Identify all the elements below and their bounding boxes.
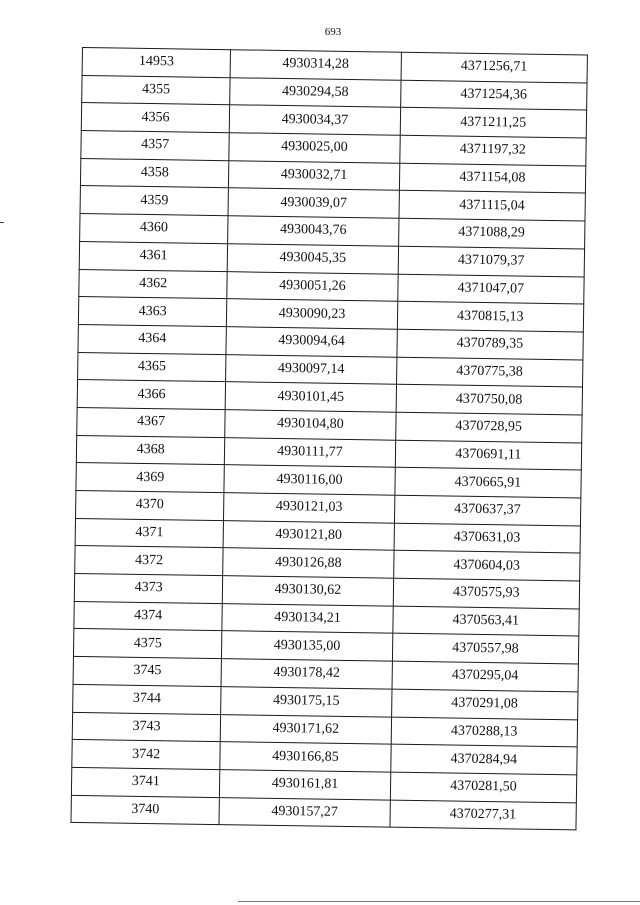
point-number-cell: 4369 xyxy=(76,463,225,493)
point-number-cell: 4361 xyxy=(79,241,228,271)
point-number-cell: 4367 xyxy=(77,407,226,437)
x-coordinate-cell: 4930166,85 xyxy=(220,742,391,772)
x-coordinate-cell: 4930032,71 xyxy=(229,160,400,190)
x-coordinate-cell: 4930043,76 xyxy=(228,216,399,246)
y-coordinate-cell: 4370665,91 xyxy=(394,468,581,498)
y-coordinate-cell: 4371088,29 xyxy=(398,218,585,248)
x-coordinate-cell: 4930135,00 xyxy=(222,631,393,661)
x-coordinate-cell: 4930045,35 xyxy=(227,243,398,273)
x-coordinate-cell: 4930051,26 xyxy=(227,271,398,301)
coordinates-table-body xyxy=(71,48,587,831)
point-number-cell: 4355 xyxy=(82,75,231,105)
y-coordinate-cell: 4371115,04 xyxy=(399,191,586,221)
y-coordinate-cell: 4370604,03 xyxy=(393,551,580,581)
point-number-cell: 4365 xyxy=(78,352,227,382)
y-coordinate-cell: 4371047,07 xyxy=(397,274,584,304)
y-coordinate-cell: 4371254,36 xyxy=(400,80,587,110)
x-coordinate-cell: 4930130,62 xyxy=(223,576,394,606)
x-coordinate-cell: 4930116,00 xyxy=(224,465,395,495)
y-coordinate-cell: 4370789,35 xyxy=(397,329,584,359)
y-coordinate-cell: 4370775,38 xyxy=(396,357,583,387)
point-number-cell: 3743 xyxy=(72,712,221,742)
x-coordinate-cell: 4930090,23 xyxy=(227,299,398,329)
point-number-cell: 4364 xyxy=(78,324,227,354)
point-number-cell: 3742 xyxy=(72,740,221,770)
y-coordinate-cell: 4370728,95 xyxy=(395,412,582,442)
point-number-cell: 4368 xyxy=(76,435,225,465)
point-number-cell: 4370 xyxy=(76,490,225,520)
x-coordinate-cell: 4930134,21 xyxy=(222,603,393,633)
y-coordinate-cell: 4370637,37 xyxy=(394,495,581,525)
point-number-cell: 4363 xyxy=(78,297,227,327)
point-number-cell: 3741 xyxy=(71,767,220,797)
point-number-cell: 4372 xyxy=(75,546,224,576)
y-coordinate-cell: 4370815,13 xyxy=(397,301,584,331)
point-number-cell: 4373 xyxy=(74,574,223,604)
point-number-cell: 4371 xyxy=(75,518,224,548)
x-coordinate-cell: 4930094,64 xyxy=(226,327,397,357)
y-coordinate-cell: 4370288,13 xyxy=(391,717,578,747)
point-number-cell: 4358 xyxy=(80,158,229,188)
point-number-cell: 4359 xyxy=(80,186,229,216)
x-coordinate-cell: 4930294,58 xyxy=(230,77,401,107)
point-number-cell: 4375 xyxy=(73,629,222,659)
x-coordinate-cell: 4930034,37 xyxy=(230,105,401,135)
page-number: 693 xyxy=(324,26,342,38)
y-coordinate-cell: 4370563,41 xyxy=(392,606,579,636)
x-coordinate-cell: 4930178,42 xyxy=(221,659,392,689)
x-coordinate-cell: 4930097,14 xyxy=(226,354,397,384)
y-coordinate-cell: 4370295,04 xyxy=(392,661,579,691)
y-coordinate-cell: 4370284,94 xyxy=(390,744,577,774)
x-coordinate-cell: 4930157,27 xyxy=(219,797,390,827)
x-coordinate-cell: 4930314,28 xyxy=(230,50,401,80)
point-number-cell: 3740 xyxy=(71,795,220,825)
y-coordinate-cell: 4370291,08 xyxy=(391,689,578,719)
scan-bottom-edge xyxy=(238,901,640,902)
point-number-cell: 4360 xyxy=(80,214,229,244)
x-coordinate-cell: 4930161,81 xyxy=(220,770,391,800)
y-coordinate-cell: 4371197,32 xyxy=(399,135,586,165)
x-coordinate-cell: 4930101,45 xyxy=(225,382,396,412)
point-number-cell: 4356 xyxy=(81,103,230,133)
y-coordinate-cell: 4370575,93 xyxy=(393,578,580,608)
y-coordinate-cell: 4370631,03 xyxy=(394,523,581,553)
y-coordinate-cell: 4370557,98 xyxy=(392,634,579,664)
x-coordinate-cell: 4930111,77 xyxy=(225,437,396,467)
point-number-cell: 4357 xyxy=(81,131,230,161)
x-coordinate-cell: 4930121,03 xyxy=(224,493,395,523)
x-coordinate-cell: 4930175,15 xyxy=(221,686,392,716)
coordinates-table xyxy=(70,47,587,831)
y-coordinate-cell: 4371256,71 xyxy=(401,52,588,82)
y-coordinate-cell: 4370691,11 xyxy=(395,440,582,470)
y-coordinate-cell: 4370281,50 xyxy=(390,772,577,802)
y-coordinate-cell: 4370277,31 xyxy=(390,800,577,830)
x-coordinate-cell: 4930126,88 xyxy=(223,548,394,578)
point-number-cell: 4374 xyxy=(74,601,223,631)
point-number-cell: 4366 xyxy=(77,380,226,410)
y-coordinate-cell: 4370750,08 xyxy=(396,384,583,414)
point-number-cell: 3745 xyxy=(73,657,222,687)
point-number-cell: 14953 xyxy=(82,48,231,78)
x-coordinate-cell: 4930025,00 xyxy=(229,133,400,163)
point-number-cell: 3744 xyxy=(73,684,222,714)
point-number-cell: 4362 xyxy=(79,269,228,299)
y-coordinate-cell: 4371079,37 xyxy=(398,246,585,276)
y-coordinate-cell: 4371154,08 xyxy=(399,163,586,193)
x-coordinate-cell: 4930121,80 xyxy=(223,520,394,550)
x-coordinate-cell: 4930039,07 xyxy=(228,188,399,218)
x-coordinate-cell: 4930171,62 xyxy=(220,714,391,744)
y-coordinate-cell: 4371211,25 xyxy=(400,108,587,138)
x-coordinate-cell: 4930104,80 xyxy=(225,410,396,440)
scan-edge-mark xyxy=(0,222,4,223)
